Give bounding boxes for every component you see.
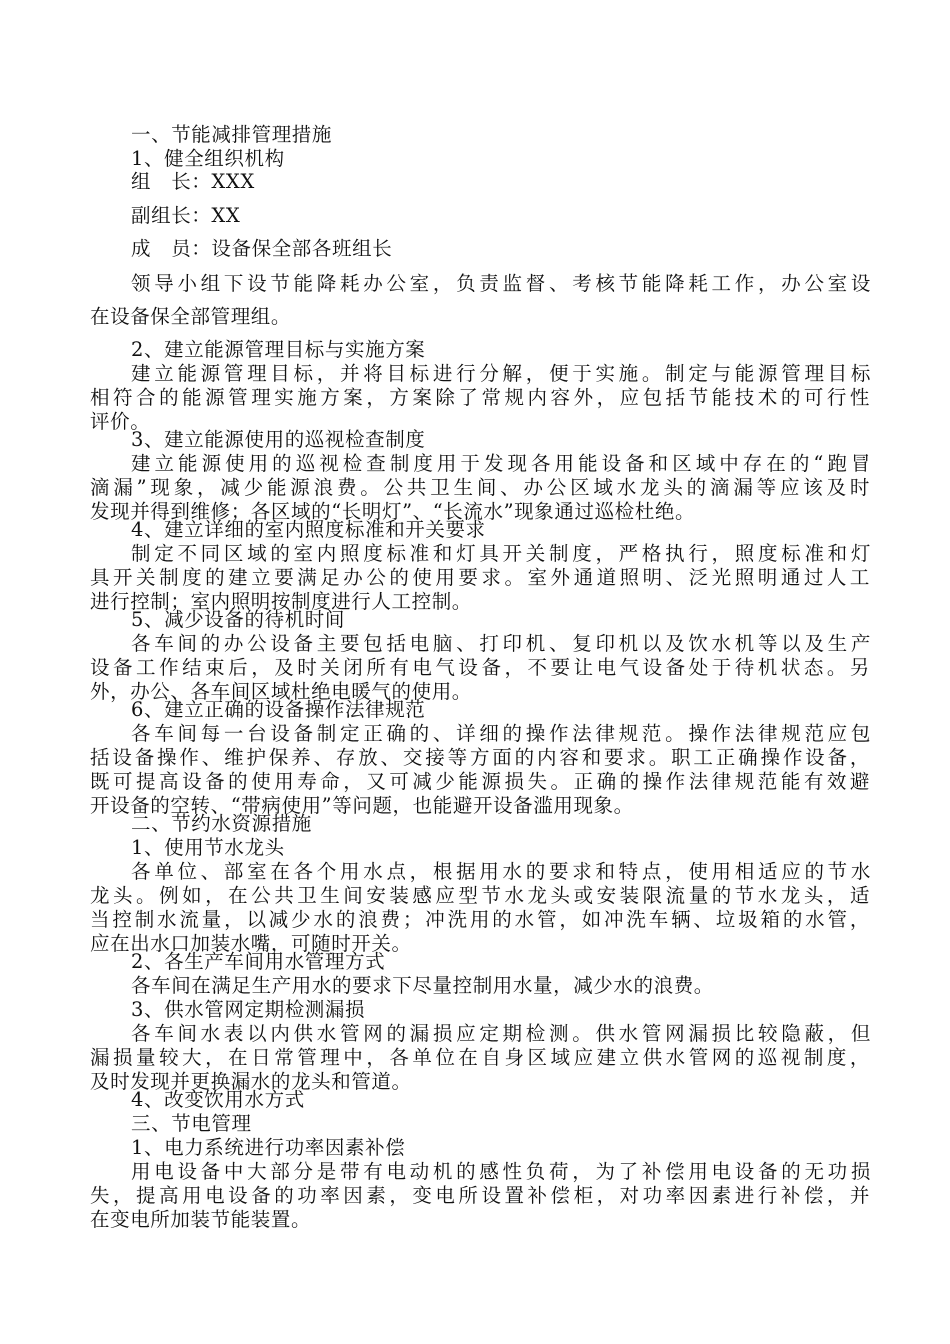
paragraph-line: 各单位、部室在各个用水点，根据用水的要求和特点，使用相适应的节水 xyxy=(131,860,871,883)
paragraph-line: 制定不同区域的室内照度标准和灯具开关制度，严格执行，照度标准和灯 xyxy=(131,542,871,565)
paragraph-line: 漏损量较大，在日常管理中，各单位在自身区域应建立供水管网的巡视制度， xyxy=(90,1046,870,1069)
subsection-heading: 6、建立正确的设备操作法律规范 xyxy=(131,698,426,721)
paragraph-line: 外，办公、各车间区域杜绝电暖气的使用。 xyxy=(90,680,472,703)
members-line: 成 员：设备保全部各班组长 xyxy=(131,237,393,260)
section-heading: 一、节能减排管理措施 xyxy=(131,123,333,146)
paragraph-line: 滴漏”现象，减少能源浪费。公共卫生间、办公区域水龙头的滴漏等应该及时 xyxy=(90,476,870,499)
paragraph-line: 各车间的办公设备主要包括电脑、打印机、复印机以及饮水机等以及生产 xyxy=(131,632,871,655)
leader-line: 组 长：XXX xyxy=(131,170,255,193)
paragraph-line: 既可提高设备的使用寿命，又可减少能源损失。正确的操作法律规范能有效避 xyxy=(90,770,870,793)
paragraph-line: 各车间在满足生产用水的要求下尽量控制用水量，减少水的浪费。 xyxy=(131,974,714,997)
subsection-heading: 3、供水管网定期检测漏损 xyxy=(131,998,366,1021)
subsection-heading: 3、建立能源使用的巡视检查制度 xyxy=(131,428,426,451)
paragraph-line: 设备工作结束后，及时关闭所有电气设备，不要让电气设备处于待机状态。另 xyxy=(90,656,870,679)
paragraph-line: 进行控制；室内照明按制度进行人工控制。 xyxy=(90,590,472,613)
subsection-heading: 2、各生产车间用水管理方式 xyxy=(131,950,386,973)
paragraph-line: 在设备保全部管理组。 xyxy=(90,305,292,328)
paragraph-line: 建立能源管理目标，并将目标进行分解，便于实施。制定与能源管理目标 xyxy=(131,362,871,385)
paragraph-line: 具开关制度的建立要满足办公的使用要求。室外通道照明、泛光照明通过人工 xyxy=(90,566,870,589)
subsection-heading: 1、使用节水龙头 xyxy=(131,836,285,859)
section-heading: 二、节约水资源措施 xyxy=(131,812,312,835)
paragraph-line: 各车间水表以内供水管网的漏损应定期检测。供水管网漏损比较隐蔽，但 xyxy=(131,1022,871,1045)
subsection-heading: 4、建立详细的室内照度标准和开关要求 xyxy=(131,518,486,541)
subsection-heading: 2、建立能源管理目标与实施方案 xyxy=(131,338,426,361)
paragraph-line: 开设备的空转、“带病使用”等问题，也能避开设备滥用现象。 xyxy=(90,794,634,817)
subsection-heading: 1、健全组织机构 xyxy=(131,147,285,170)
subsection-heading: 5、减少设备的待机时间 xyxy=(131,608,346,631)
section-heading: 三、节电管理 xyxy=(131,1112,252,1135)
paragraph-line: 建立能源使用的巡视检查制度用于发现各用能设备和区域中存在的“跑冒 xyxy=(131,452,871,475)
paragraph-line: 发现并得到维修；各区域的“长明灯”、“长流水”现象通过巡检杜绝。 xyxy=(90,500,696,523)
paragraph-line: 在变电所加装节能装置。 xyxy=(90,1208,312,1231)
paragraph-line: 括设备操作、维护保养、存放、交接等方面的内容和要求。职工正确操作设备， xyxy=(90,746,870,769)
paragraph-line: 评价。 xyxy=(90,410,151,433)
paragraph-line: 及时发现并更换漏水的龙头和管道。 xyxy=(90,1070,412,1093)
paragraph-line: 当控制水流量，以减少水的浪费；冲洗用的水管，如冲洗车辆、垃圾箱的水管， xyxy=(90,908,870,931)
subsection-heading: 1、电力系统进行功率因素补偿 xyxy=(131,1136,406,1159)
paragraph-line: 失，提高用电设备的功率因素，变电所设置补偿柜，对功率因素进行补偿，并 xyxy=(90,1184,870,1207)
paragraph-line: 领导小组下设节能降耗办公室，负责监督、考核节能降耗工作，办公室设 xyxy=(131,272,871,295)
paragraph-line: 相符合的能源管理实施方案，方案除了常规内容外，应包括节能技术的可行性 xyxy=(90,386,870,409)
subsection-heading: 4、改变饮用水方式 xyxy=(131,1088,305,1111)
paragraph-line: 各车间每一台设备制定正确的、详细的操作法律规范。操作法律规范应包 xyxy=(131,722,871,745)
paragraph-line: 应在出水口加装水嘴，可随时开关。 xyxy=(90,932,412,955)
deputy-line: 副组长：XX xyxy=(131,204,241,227)
paragraph-line: 龙头。例如，在公共卫生间安装感应型节水龙头或安装限流量的节水龙头，适 xyxy=(90,884,870,907)
paragraph-line: 用电设备中大部分是带有电动机的感性负荷，为了补偿用电设备的无功损 xyxy=(131,1160,871,1183)
